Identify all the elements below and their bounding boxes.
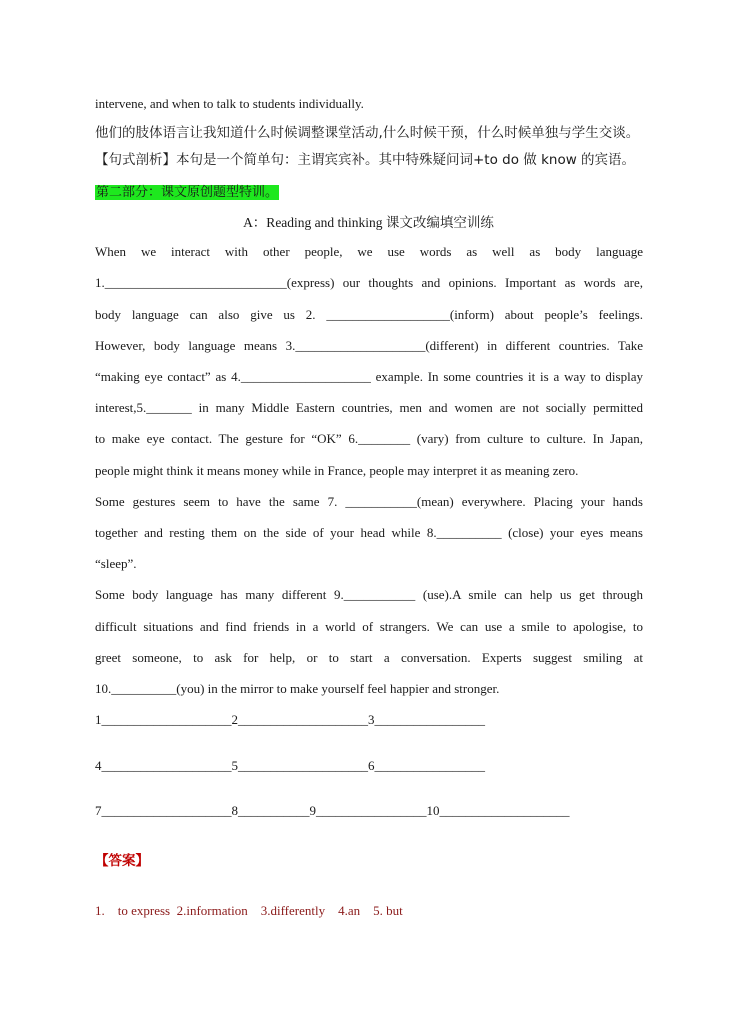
passage-line: Some body language has many different 9.___________ (use).A smile can help us get through — [95, 587, 643, 602]
passage-line: body language can also give us 2. ___________________(inform) about people’s feelings. — [95, 307, 643, 322]
passage-line: interest,5._______ in many Middle Eastern countries, men and women are not socially permitted — [95, 400, 643, 415]
passage-line: 10.__________(you) in the mirror to make yourself feel happier and stronger. — [95, 681, 500, 696]
blank-row[interactable]: 1____________________2____________________3_________________ — [95, 712, 485, 727]
section-label: 第二部分：课文原创题型特训。 — [96, 185, 279, 200]
passage-line: people might think it means money while in France, people may interpret it as meaning zero. — [95, 463, 579, 478]
section-label-row — [95, 181, 643, 200]
passage-line: to make eye contact. The gesture for “OK” 6.________ (vary) from culture to culture. In Japan, — [95, 431, 643, 446]
intro-english-tail: intervene, and when to talk to students individually. — [95, 96, 364, 111]
passage-line: Some gestures seem to have the same 7. ___________(mean) everywhere. Placing your hands — [95, 494, 643, 509]
passage-line: “sleep”. — [95, 556, 137, 571]
passage-line: However, body language means 3.____________________(different) in different countries. Take — [95, 338, 643, 353]
passage-line: 1.____________________________(express) our thoughts and opinions. Important as words are, — [95, 275, 643, 290]
passage-line: “making eye contact” as 4.____________________ example. In some countries it is a way to display — [95, 369, 643, 384]
passage-line: together and resting them on the side of your head while 8.__________ (close) your eyes means — [95, 525, 643, 540]
passage-line: difficult situations and find friends in a world of strangers. We can use a smile to apologise, to — [95, 619, 643, 634]
exercise-title: A：Reading and thinking 课文改编填空训练 — [243, 215, 494, 230]
passage-line: greet someone, to ask for help, or to start a conversation. Experts suggest smiling at — [95, 650, 643, 665]
blank-row[interactable]: 7____________________8___________9_________________10____________________ — [95, 803, 570, 818]
answer-line: 1. to express 2.information 3.differently 4.an 5. but — [95, 903, 403, 918]
sentence-analysis: 【句式剖析】本句是一个简单句：主谓宾宾补。其中特殊疑问词+to do 做 know 的宾语。 — [95, 152, 636, 168]
intro-chinese-translation: 他们的肢体语言让我知道什么时候调整课堂活动,什么时候干预，什么时候单独与学生交谈。 — [95, 125, 640, 141]
answer-heading: 【答案】 — [95, 853, 149, 869]
passage-line: When we interact with other people, we use words as well as body language — [95, 244, 643, 259]
blank-row[interactable]: 4____________________5____________________6_________________ — [95, 758, 485, 773]
